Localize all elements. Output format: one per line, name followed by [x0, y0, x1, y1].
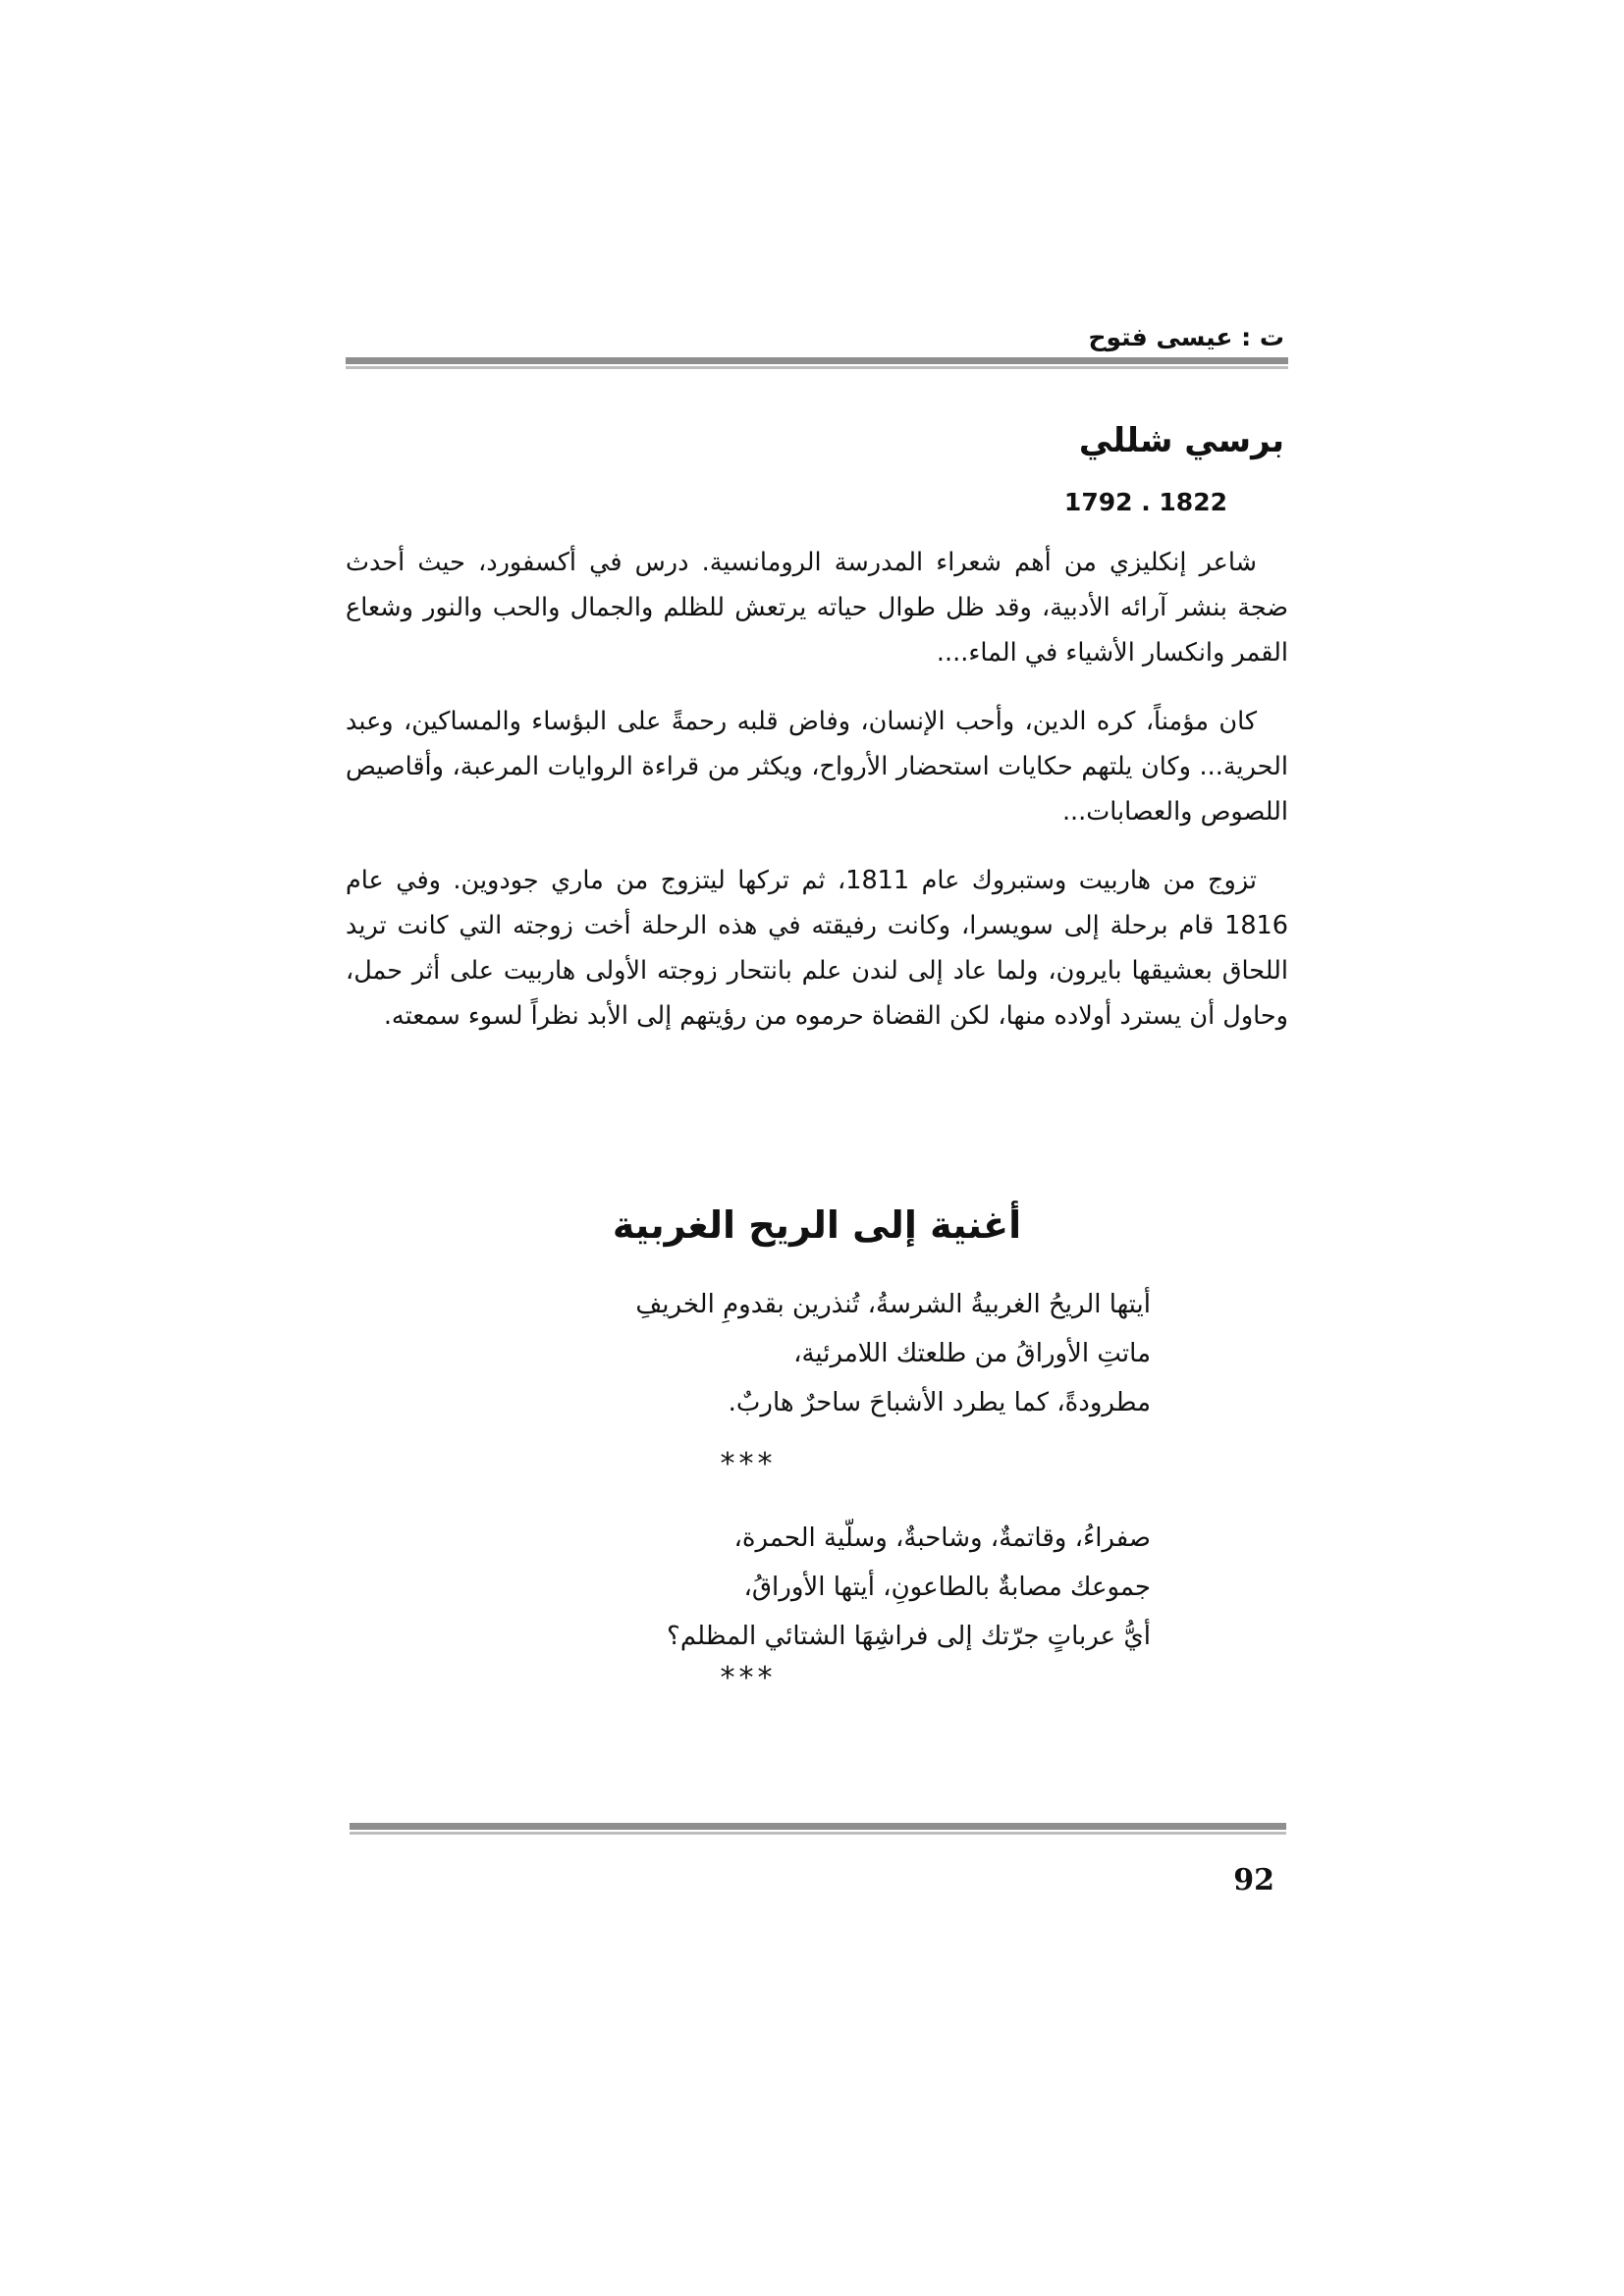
- poem-line: أيُّ عرباتٍ جرّتك إلى فراشِهَا الشتائي المظلم؟: [667, 1622, 1151, 1651]
- poem-stanza-2: [346, 1514, 1151, 1661]
- poem-line: أيتها الريحُ الغربيةُ الشرسةُ، تُنذرين بقدومِ الخريفِ: [635, 1290, 1151, 1319]
- biography-paragraph-1: شاعر إنكليزي من أهم شعراء المدرسة الرومانسية. درس في أكسفورد، حيث أحدث ضجة بنشر آرائه الأدبية، وقد ظل طوال حياته يرتعش للظلم والجمال والحب والنور وشعاع القمر وانكسار الأشياء في الماء....: [346, 548, 1288, 667]
- running-head: ت : عيسى فتوح: [1088, 323, 1284, 351]
- poem-line: صفراءُ، وقاتمةٌ، وشاحبةٌ، وسلّية الحمرة،: [733, 1523, 1151, 1553]
- page-number: 92: [1233, 1863, 1274, 1897]
- stanza-separator: ***: [720, 1447, 777, 1481]
- footer-rule-thick: [350, 1823, 1286, 1830]
- poem-line: ماتتِ الأوراقُ من طلعتك اللامرئية،: [793, 1339, 1151, 1368]
- biography-text: [346, 540, 1288, 1062]
- poem-line: مطرودةً، كما يطرد الأشباحَ ساحرٌ هاربٌ.: [728, 1388, 1151, 1417]
- stanza-separator: ***: [720, 1661, 777, 1695]
- header-rule-thin: [346, 366, 1288, 369]
- biography-paragraph-3: تزوج من هاربيت وستبروك عام 1811، ثم تركها ليتزوج من ماري جودوين. وفي عام 1816 قام برحلة إلى سويسرا، وكانت رفيقته في هذه الرحلة أخت زوجته التي كانت تريد اللحاق بعشيقها بايرون، ولما عاد إلى لندن علم بانتحار زوجته الأولى هاربيت على أثر حمل، وحاول أن يسترد أولاده منها، لكن القضاة حرموه من رؤيتهم إلى الأبد نظراً لسوء سمعته.: [346, 866, 1288, 1031]
- biography-title: برسي شللي: [1078, 421, 1284, 460]
- header-rule: [346, 357, 1288, 369]
- poem-line: جموعك مصابةٌ بالطاعونِ، أيتها الأوراقُ،: [743, 1573, 1151, 1602]
- header-rule-thick: [346, 357, 1288, 364]
- footer-rule: [350, 1823, 1286, 1835]
- biography-dates: 1792 . 1822: [1063, 488, 1227, 516]
- poem-stanza-1: [346, 1280, 1151, 1427]
- footer-rule-thin: [350, 1832, 1286, 1835]
- poem-title: أغنية إلى الريح الغربية: [612, 1203, 1022, 1247]
- poem-body: [346, 1280, 1151, 1696]
- biography-paragraph-2: كان مؤمناً، كره الدين، وأحب الإنسان، وفاض قلبه رحمةً على البؤساء والمساكين، وعبد الحرية... وكان يلتهم حكايات استحضار الأرواح، ويكثر من قراءة الروايات المرعبة، وأقاصيص اللصوص والعصابات...: [346, 707, 1288, 827]
